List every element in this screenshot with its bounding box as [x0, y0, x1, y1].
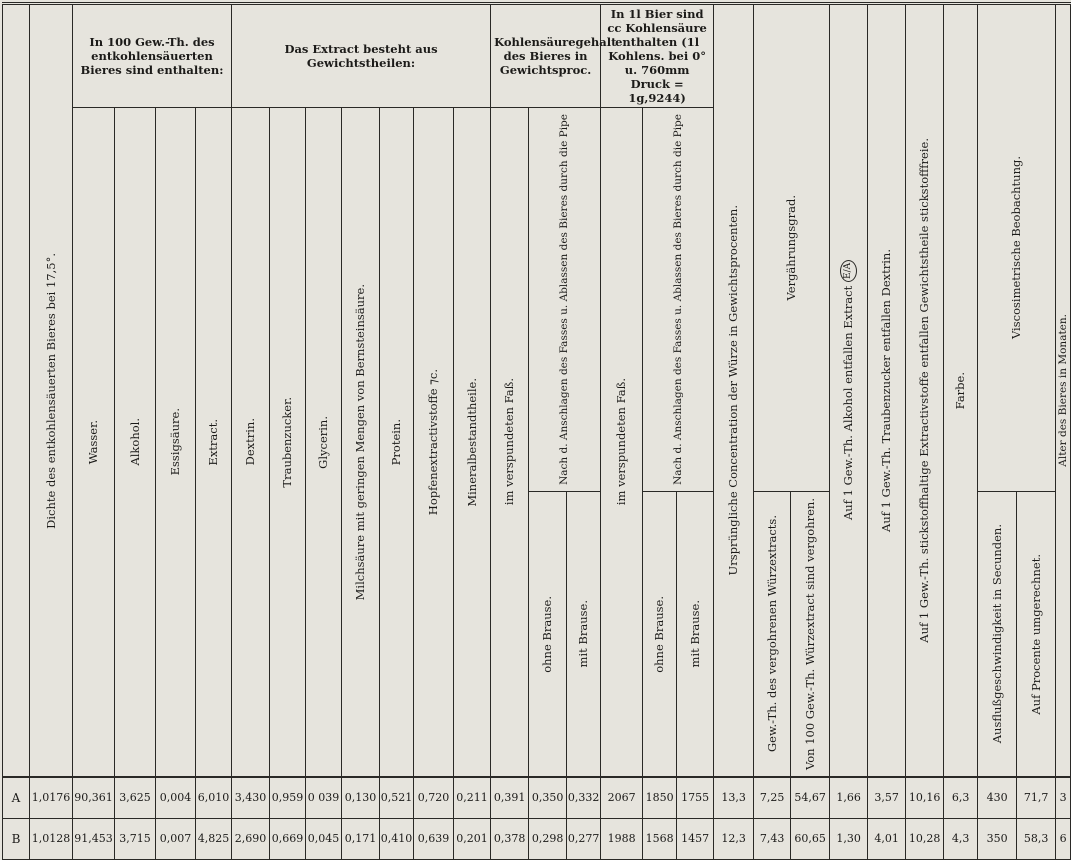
header-milchsaeure: Milchsäure mit geringen Mengen von Bernsteinsäure. — [342, 108, 380, 777]
table-cell: 1755 — [677, 777, 714, 819]
table-cell: 0,211 — [454, 777, 491, 819]
header-mineral: Mineralbestandtheile. — [454, 108, 491, 777]
table-cell: 10,28 — [906, 818, 944, 859]
header-traubenzucker: Traubenzucker. — [270, 108, 306, 777]
table-cell: 1457 — [677, 818, 714, 859]
header-concentration: Ursprüngliche Concentration der Würze in Gewichtsprocenten. — [714, 4, 754, 777]
table-cell: 0,639 — [414, 818, 454, 859]
table-cell: 0,130 — [342, 777, 380, 819]
table-cell: 2,690 — [232, 818, 270, 859]
table-cell: 4,01 — [868, 818, 906, 859]
header-gew-vergohren: Gew.-Th. des vergohrenen Würzextracts. — [754, 491, 791, 777]
table-cell: 7,25 — [754, 777, 791, 819]
table-cell: 1850 — [643, 777, 677, 819]
table-cell: 91,453 — [73, 818, 115, 859]
table-cell: 3 — [1056, 777, 1071, 819]
table-cell: 0,004 — [156, 777, 196, 819]
table-cell: 54,67 — [791, 777, 830, 819]
table-cell: 3,715 — [115, 818, 156, 859]
table-cell: 0,332 — [567, 777, 601, 819]
table-cell: 0 039 — [306, 777, 342, 819]
header-essigsaeure: Essigsäure. — [156, 108, 196, 777]
table-body — [3, 777, 1071, 860]
table-cell: 3,430 — [232, 777, 270, 819]
table-cell: 1988 — [601, 818, 643, 859]
table-cell: 430 — [978, 777, 1017, 819]
header-vergaehrung: Vergährungsgrad. — [754, 4, 830, 492]
header-hopfen: Hopfenextractivstoffe ⁊c. — [414, 108, 454, 777]
header-wasser: Wasser. — [73, 108, 115, 777]
table-cell: 0,298 — [529, 818, 567, 859]
auf1-alkohol-text: Auf 1 Gew.-Th. Alkohol entfallen Extract — [841, 286, 856, 521]
table-cell: 13,3 — [714, 777, 754, 819]
formula-e: E — [843, 273, 854, 280]
table-cell: 71,7 — [1017, 777, 1056, 819]
table-cell: 10,16 — [906, 777, 944, 819]
table-cell: 0,720 — [414, 777, 454, 819]
header-protein: Protein. — [380, 108, 414, 777]
table-cell: 6,010 — [196, 777, 232, 819]
header-auf1-trauben: Auf 1 Gew.-Th. Traubenzucker entfallen Dextrin. — [868, 4, 906, 777]
header-k-mit-brause: mit Brause. — [567, 491, 601, 777]
header-k-verspundet: im verspundeten Faß. — [491, 108, 529, 777]
table-cell: 58,3 — [1017, 818, 1056, 859]
table-row — [3, 777, 1071, 819]
table-cell: 4,825 — [196, 818, 232, 859]
table-cell: 0,171 — [342, 818, 380, 859]
header-l-mit-brause: mit Brause. — [677, 491, 714, 777]
header-l-verspundet: im verspundeten Faß. — [601, 108, 643, 777]
header-group-in100: In 100 Gew.-Th. des entkohlensäuerten Bieres sind enthalten: — [73, 4, 232, 108]
header-extract: Extract. — [196, 108, 232, 777]
table-cell: 0,378 — [491, 818, 529, 859]
table-cell: 0,391 — [491, 777, 529, 819]
table-cell: 60,65 — [791, 818, 830, 859]
header-dichte: Dichte des entkohlensäuerten Bieres bei 17,5°. — [30, 4, 73, 777]
table-cell: 0,669 — [270, 818, 306, 859]
header-alkohol: Alkohol. — [115, 108, 156, 777]
table-cell: 0,350 — [529, 777, 567, 819]
table-cell: 2067 — [601, 777, 643, 819]
formula-a: A — [843, 263, 854, 270]
table-cell: 7,43 — [754, 818, 791, 859]
header-l-nach: Nach d. Anschlagen des Fasses u. Ablassen des Bieres durch die Pipe — [643, 108, 714, 492]
table-cell: 350 — [978, 818, 1017, 859]
beer-analysis-table — [2, 2, 1071, 860]
header-farbe: Farbe. — [944, 4, 978, 777]
header-l-ohne-brause: ohne Brause. — [643, 491, 677, 777]
header-group-extract: Das Extract besteht aus Gewichtstheilen: — [232, 4, 491, 108]
table-cell: 3,57 — [868, 777, 906, 819]
table-row — [3, 818, 1071, 859]
table-cell: 0,201 — [454, 818, 491, 859]
row-label: A — [3, 777, 30, 819]
table-cell: 4,3 — [944, 818, 978, 859]
table-cell: 1568 — [643, 818, 677, 859]
header-group-visco: Viscosimetrische Beobachtung. — [978, 4, 1056, 492]
header-k-nach: Nach d. Anschlagen des Fasses u. Ablassen des Bieres durch die Pipe — [529, 108, 601, 492]
row-label-header — [3, 4, 30, 777]
header-k-ohne-brause: ohne Brause. — [529, 491, 567, 777]
table-cell: 0,045 — [306, 818, 342, 859]
table-cell: 0,959 — [270, 777, 306, 819]
header-group-1l: In 1l Bier sind cc Kohlensäure enthalten (1l Kohlens. bei 0° u. 760mm Druck = 1g,9244) — [601, 4, 714, 108]
header-dextrin: Dextrin. — [232, 108, 270, 777]
table-cell: 0,410 — [380, 818, 414, 859]
table-cell: 6 — [1056, 818, 1071, 859]
header-alter: Alter des Bieres in Monaten. — [1056, 4, 1071, 777]
header-group-kohlensaeure: Kohlensäuregehalt des Bieres in Gewichtsproc. — [491, 4, 601, 108]
table-cell: 3,625 — [115, 777, 156, 819]
header-auf1-stickstoff: Auf 1 Gew.-Th. stickstoffhaltige Extractivstoffe entfallen Gewichtstheile stickstofffreie. — [906, 4, 944, 777]
table-cell: 1,0176 — [30, 777, 73, 819]
header-von100: Von 100 Gew.-Th. Würzextract sind vergohren. — [791, 491, 830, 777]
header-glycerin: Glycerin. — [306, 108, 342, 777]
table-cell: 0,007 — [156, 818, 196, 859]
formula-ea: E/A — [840, 260, 857, 282]
table-cell: 90,361 — [73, 777, 115, 819]
table-cell: 1,66 — [830, 777, 868, 819]
header-auf1-alkohol — [830, 4, 868, 777]
table-cell: 6,3 — [944, 777, 978, 819]
table-cell: 0,521 — [380, 777, 414, 819]
table-cell: 12,3 — [714, 818, 754, 859]
table-cell: 1,0128 — [30, 818, 73, 859]
row-label: B — [3, 818, 30, 859]
header-ausfluss: Ausflußgeschwindigkeit in Secunden. — [978, 491, 1017, 777]
table-cell: 1,30 — [830, 818, 868, 859]
table-cell: 0,277 — [567, 818, 601, 859]
header-procente: Auf Procente umgerechnet. — [1017, 491, 1056, 777]
